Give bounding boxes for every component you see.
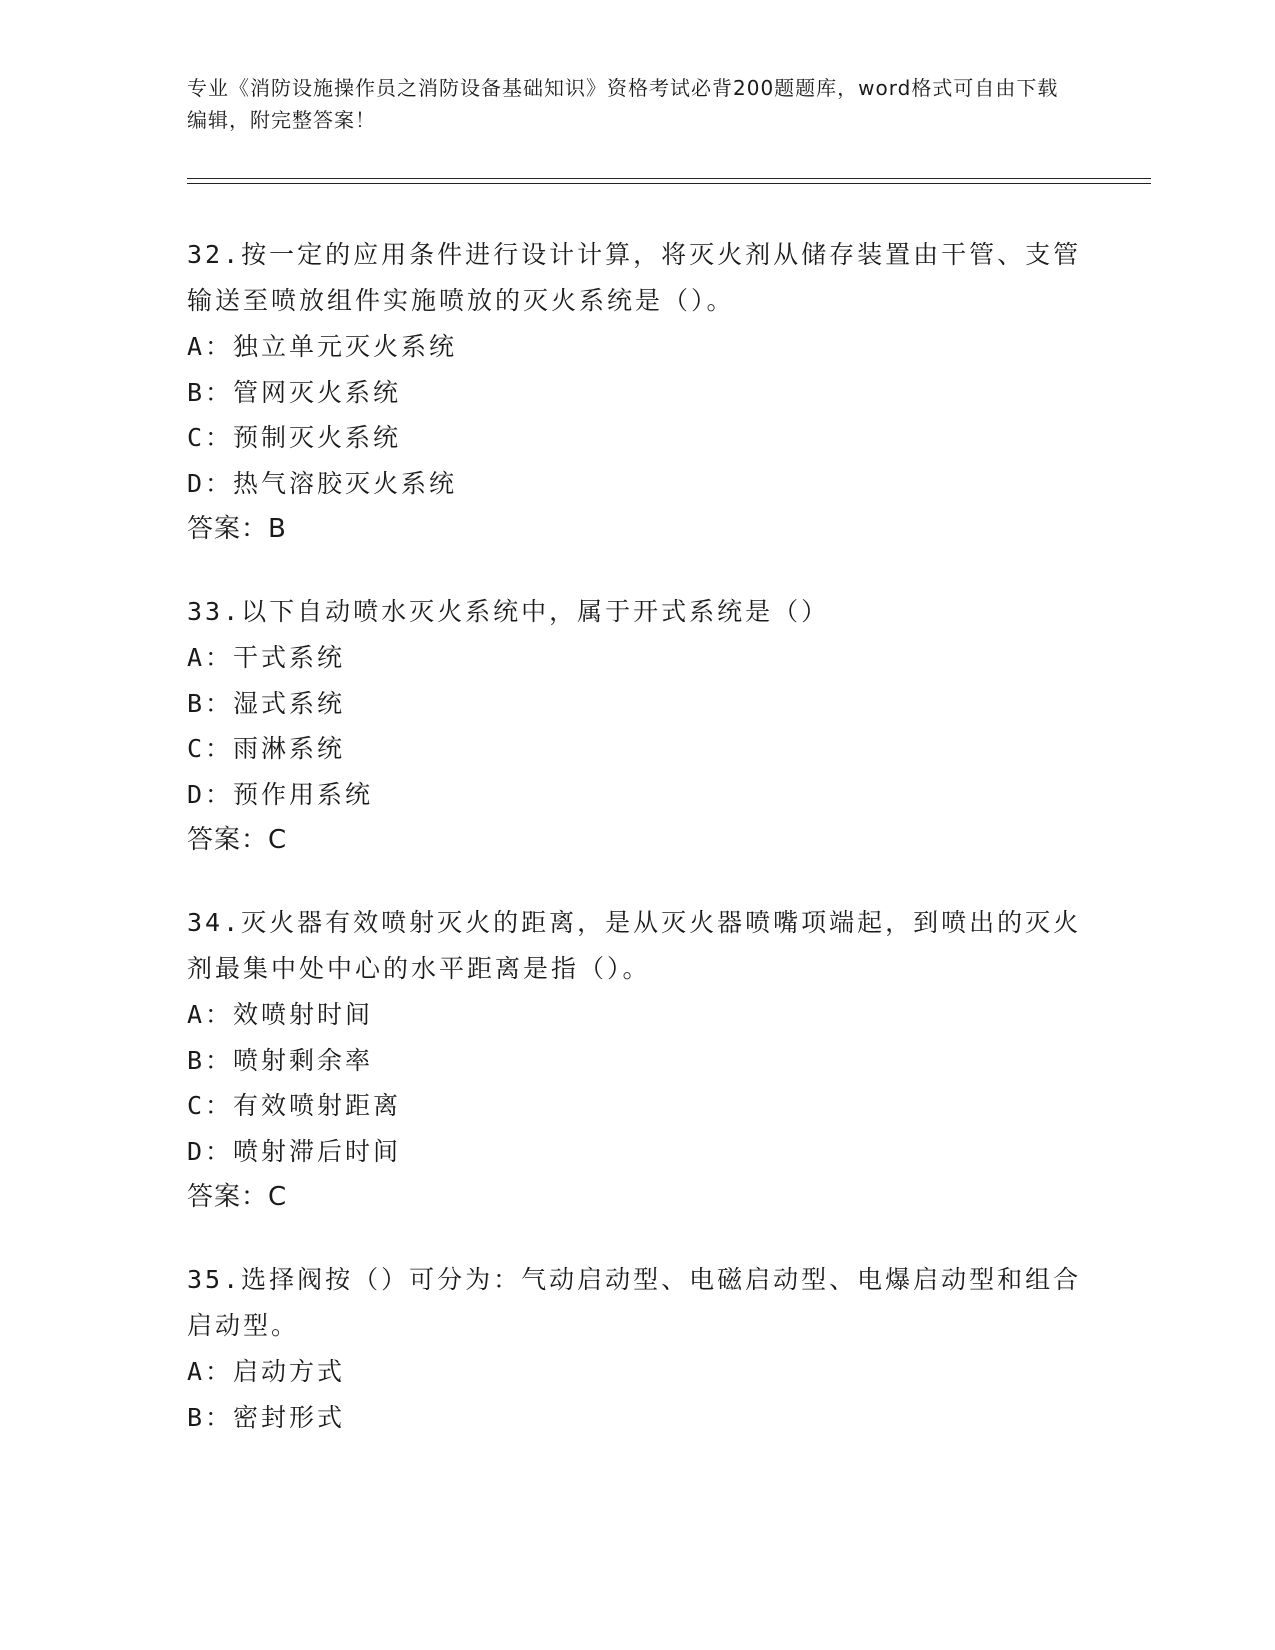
question-35 — [187, 1257, 1087, 1440]
option-b: B：密封形式 — [187, 1402, 346, 1432]
document-header: 专业《消防设施操作员之消防设备基础知识》资格考试必背200题题库，word格式可自由下载编辑，附完整答案！ — [187, 76, 1059, 132]
question-list — [187, 232, 1087, 1477]
answer-label: 答案：C — [187, 825, 288, 855]
question-text: 33.以下自动喷水灭火系统中，属于开式系统是（） — [187, 597, 830, 626]
question-32 — [187, 232, 1087, 552]
option-c: C：雨淋系统 — [187, 734, 346, 763]
option-b: B：管网灭火系统 — [187, 377, 402, 407]
option-d: D：喷射滞后时间 — [187, 1136, 402, 1166]
option-a: A：启动方式 — [187, 1357, 346, 1386]
question-text: 32.按一定的应用条件进行设计计算，将灭火剂从储存装置由干管、支管输送至喷放组件实施喷放的灭火系统是（）。 — [187, 240, 1082, 315]
question-text: 35.选择阀按（）可分为：气动启动型、电磁启动型、电爆启动型和组合启动型。 — [187, 1265, 1082, 1340]
option-a: A：效喷射时间 — [187, 1000, 374, 1029]
option-d: D：预作用系统 — [187, 779, 374, 809]
option-b: B：湿式系统 — [187, 688, 346, 718]
option-c: C：有效喷射距离 — [187, 1091, 402, 1120]
question-33 — [187, 589, 1087, 863]
option-a: A：干式系统 — [187, 643, 346, 672]
answer-label: 答案：C — [187, 1182, 288, 1212]
header-rule-top — [187, 178, 1151, 179]
question-34 — [187, 900, 1087, 1220]
question-text: 34.灭火器有效喷射灭火的距离，是从灭火器喷嘴项端起，到喷出的灭火剂最集中处中心的水平距离是指（）。 — [187, 908, 1082, 983]
option-a: A：独立单元灭火系统 — [187, 332, 458, 361]
header-rule-bottom — [187, 183, 1151, 184]
option-b: B：喷射剩余率 — [187, 1045, 374, 1075]
option-d: D：热气溶胶灭火系统 — [187, 468, 458, 498]
option-c: C：预制灭火系统 — [187, 423, 402, 452]
answer-label: 答案：B — [187, 514, 287, 544]
